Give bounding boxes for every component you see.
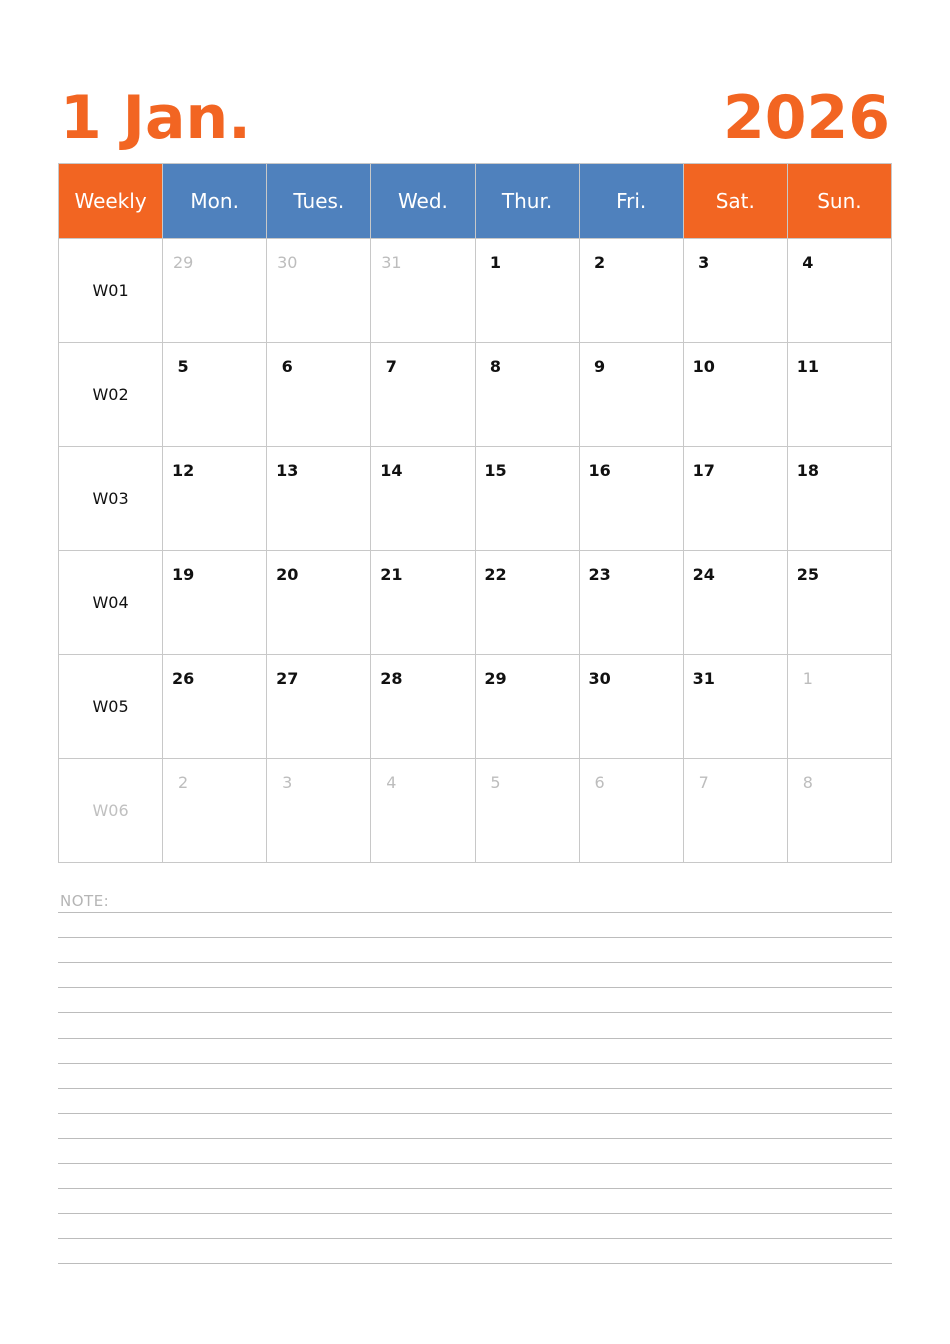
day-number: 8 bbox=[489, 357, 502, 376]
day-cell[interactable] bbox=[683, 655, 787, 759]
day-cell[interactable] bbox=[787, 551, 891, 655]
note-line bbox=[58, 1263, 892, 1264]
day-cell[interactable] bbox=[683, 447, 787, 551]
day-cell[interactable] bbox=[163, 447, 267, 551]
day-number: 2 bbox=[594, 253, 606, 272]
header-tuesday: Tues. bbox=[267, 164, 371, 239]
day-cell[interactable] bbox=[475, 343, 579, 447]
day-cell[interactable] bbox=[267, 447, 371, 551]
week-label: W01 bbox=[59, 239, 163, 343]
day-cell[interactable] bbox=[475, 239, 579, 343]
note-line bbox=[58, 1138, 892, 1139]
day-cell[interactable] bbox=[371, 447, 475, 551]
day-cell[interactable] bbox=[787, 655, 891, 759]
day-cell[interactable] bbox=[163, 655, 267, 759]
calendar-grid bbox=[58, 163, 892, 863]
header-sunday: Sun. bbox=[787, 164, 891, 239]
header-friday: Fri. bbox=[579, 164, 683, 239]
day-cell[interactable] bbox=[371, 759, 475, 863]
day-number: 24 bbox=[692, 565, 715, 584]
day-number: 1 bbox=[489, 253, 502, 272]
header-wednesday: Wed. bbox=[371, 164, 475, 239]
note-line bbox=[58, 1063, 892, 1064]
day-cell[interactable] bbox=[787, 447, 891, 551]
day-cell[interactable] bbox=[267, 759, 371, 863]
day-number: 5 bbox=[490, 773, 501, 792]
day-number: 9 bbox=[594, 357, 606, 376]
day-number: 25 bbox=[796, 565, 819, 584]
day-cell[interactable] bbox=[267, 655, 371, 759]
day-cell[interactable] bbox=[683, 551, 787, 655]
day-number: 16 bbox=[588, 461, 611, 480]
day-number: 4 bbox=[802, 253, 814, 272]
day-cell[interactable] bbox=[683, 759, 787, 863]
day-cell[interactable] bbox=[787, 343, 891, 447]
note-line bbox=[58, 1238, 892, 1239]
note-line bbox=[58, 912, 892, 913]
note-line bbox=[58, 1038, 892, 1039]
day-number: 8 bbox=[802, 773, 813, 792]
week-label: W03 bbox=[59, 447, 163, 551]
note-line bbox=[58, 962, 892, 963]
week-row bbox=[59, 343, 892, 447]
week-label: W04 bbox=[59, 551, 163, 655]
week-row bbox=[59, 759, 892, 863]
day-cell[interactable] bbox=[163, 239, 267, 343]
day-cell[interactable] bbox=[579, 551, 683, 655]
week-label: W02 bbox=[59, 343, 163, 447]
day-number: 1 bbox=[802, 669, 813, 688]
day-number: 28 bbox=[380, 669, 403, 688]
day-cell[interactable] bbox=[267, 551, 371, 655]
day-cell[interactable] bbox=[579, 239, 683, 343]
day-number: 31 bbox=[381, 253, 402, 272]
day-number: 19 bbox=[171, 565, 195, 584]
day-number: 3 bbox=[282, 773, 293, 792]
day-cell[interactable] bbox=[787, 239, 891, 343]
day-cell[interactable] bbox=[475, 759, 579, 863]
day-cell[interactable] bbox=[163, 551, 267, 655]
week-row bbox=[59, 447, 892, 551]
day-cell[interactable] bbox=[163, 759, 267, 863]
day-cell[interactable] bbox=[475, 655, 579, 759]
day-cell[interactable] bbox=[579, 343, 683, 447]
day-number: 26 bbox=[171, 669, 195, 688]
day-cell[interactable] bbox=[475, 447, 579, 551]
day-cell[interactable] bbox=[371, 551, 475, 655]
note-line bbox=[58, 1088, 892, 1089]
header-monday: Mon. bbox=[163, 164, 267, 239]
day-number: 12 bbox=[171, 461, 195, 480]
day-cell[interactable] bbox=[267, 239, 371, 343]
day-number: 5 bbox=[177, 357, 189, 376]
day-cell[interactable] bbox=[371, 343, 475, 447]
day-number: 15 bbox=[484, 461, 507, 480]
day-number: 14 bbox=[380, 461, 403, 480]
week-row bbox=[59, 655, 892, 759]
day-cell[interactable] bbox=[267, 343, 371, 447]
day-number: 21 bbox=[380, 565, 403, 584]
day-number: 31 bbox=[692, 669, 715, 688]
day-cell[interactable] bbox=[579, 759, 683, 863]
day-number: 30 bbox=[588, 669, 611, 688]
day-cell[interactable] bbox=[475, 551, 579, 655]
day-number: 6 bbox=[281, 357, 293, 376]
day-cell[interactable] bbox=[371, 239, 475, 343]
week-label: W06 bbox=[59, 759, 163, 863]
day-number: 23 bbox=[588, 565, 611, 584]
header-saturday: Sat. bbox=[683, 164, 787, 239]
day-cell[interactable] bbox=[787, 759, 891, 863]
day-number: 20 bbox=[276, 565, 299, 584]
note-line bbox=[58, 1163, 892, 1164]
day-cell[interactable] bbox=[371, 655, 475, 759]
day-number: 27 bbox=[276, 669, 299, 688]
day-number: 6 bbox=[594, 773, 605, 792]
year-title: 2026 bbox=[723, 83, 890, 153]
day-cell[interactable] bbox=[579, 447, 683, 551]
day-number: 7 bbox=[698, 773, 709, 792]
day-cell[interactable] bbox=[579, 655, 683, 759]
day-number: 3 bbox=[698, 253, 710, 272]
day-number: 10 bbox=[692, 357, 715, 376]
day-number: 22 bbox=[484, 565, 507, 584]
month-title: 1 Jan. bbox=[60, 83, 251, 153]
note-line bbox=[58, 1213, 892, 1214]
note-line bbox=[58, 1113, 892, 1114]
day-number: 29 bbox=[172, 253, 194, 272]
week-label: W05 bbox=[59, 655, 163, 759]
day-number: 7 bbox=[385, 357, 397, 376]
day-number: 30 bbox=[277, 253, 298, 272]
week-row bbox=[59, 551, 892, 655]
day-cell[interactable] bbox=[683, 343, 787, 447]
day-number: 11 bbox=[796, 357, 819, 376]
day-number: 17 bbox=[692, 461, 715, 480]
day-number: 18 bbox=[796, 461, 819, 480]
day-cell[interactable] bbox=[683, 239, 787, 343]
weekday-header-row bbox=[59, 164, 892, 239]
notes-label: NOTE: bbox=[60, 892, 110, 910]
note-line bbox=[58, 987, 892, 988]
note-line bbox=[58, 1012, 892, 1013]
header-weekly: Weekly bbox=[59, 164, 163, 239]
day-number: 4 bbox=[386, 773, 397, 792]
day-number: 13 bbox=[276, 461, 299, 480]
note-line bbox=[58, 937, 892, 938]
header-thursday: Thur. bbox=[475, 164, 579, 239]
day-number: 2 bbox=[178, 773, 189, 792]
day-number: 29 bbox=[484, 669, 507, 688]
week-row bbox=[59, 239, 892, 343]
note-line bbox=[58, 1188, 892, 1189]
day-cell[interactable] bbox=[163, 343, 267, 447]
